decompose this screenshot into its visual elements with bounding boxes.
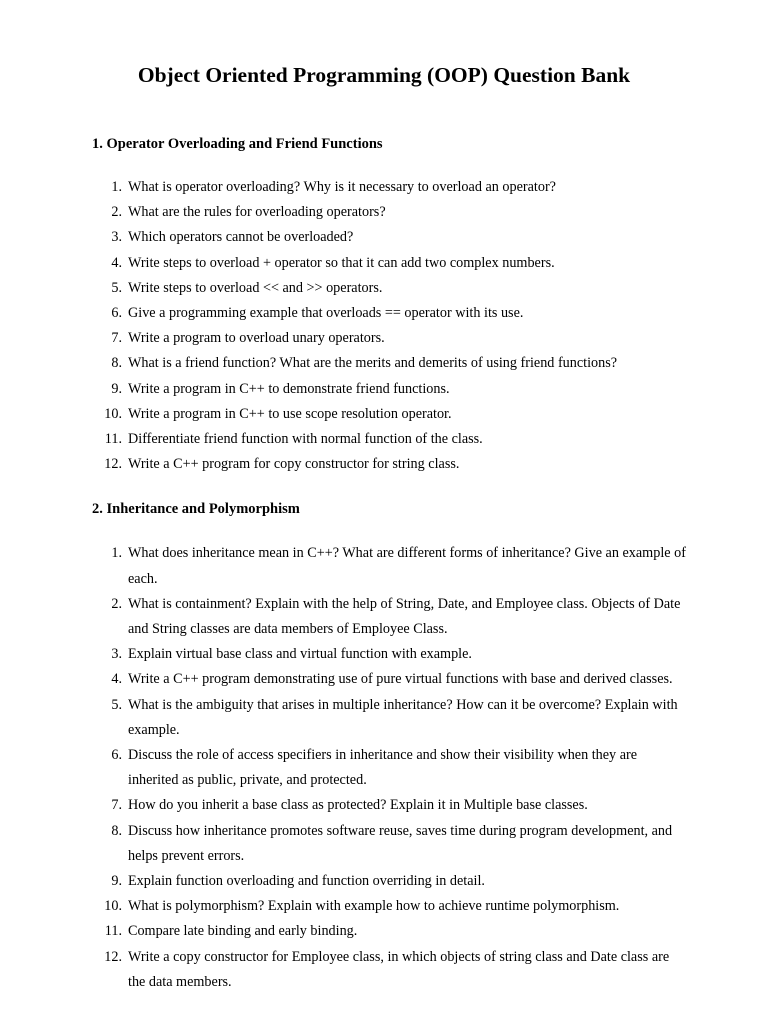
question-number: 10.	[104, 405, 122, 422]
question-item	[92, 402, 688, 427]
question-text: Write a C++ program for copy constructor for string class.	[128, 456, 460, 473]
question-text: Write a C++ program demonstrating use of pure virtual functions with base and derived classes.	[128, 671, 673, 688]
document-title: Object Oriented Programming (OOP) Question Bank	[137, 63, 631, 87]
question-number: 4.	[111, 254, 122, 271]
question-number: 7.	[111, 797, 122, 814]
section-heading: 1. Operator Overloading and Friend Functions	[92, 136, 383, 152]
question-text: What is the ambiguity that arises in multiple inheritance? How can it be overcome? Explain with example.	[128, 696, 678, 738]
question-text: How do you inherit a base class as protected? Explain it in Multiple base classes.	[128, 797, 588, 814]
question-text: What are the rules for overloading operators?	[128, 204, 386, 221]
question-number: 3.	[111, 229, 122, 246]
question-number: 5.	[111, 696, 122, 713]
question-item	[92, 225, 688, 250]
question-text: Give a programming example that overloads == operator with its use.	[128, 305, 524, 322]
section-inheritance-polymorphism	[92, 499, 688, 995]
question-number: 1.	[111, 545, 122, 562]
question-number: 5.	[111, 279, 122, 296]
question-text: Write a program in C++ to demonstrate friend functions.	[128, 380, 450, 397]
question-item	[92, 793, 688, 818]
question-text: Write steps to overload << and >> operators.	[128, 279, 383, 296]
question-text: What is polymorphism? Explain with example how to achieve runtime polymorphism.	[128, 898, 620, 915]
question-item	[92, 743, 688, 793]
question-text: Explain function overloading and function overriding in detail.	[128, 873, 485, 890]
question-item	[92, 894, 688, 919]
question-item	[92, 869, 688, 894]
question-text: Discuss how inheritance promotes software reuse, saves time during program development, and helps prevent errors.	[128, 822, 673, 864]
question-item	[92, 377, 688, 402]
question-item	[92, 326, 688, 351]
question-text: Differentiate friend function with normal function of the class.	[128, 431, 483, 448]
question-number: 1.	[111, 179, 122, 195]
question-text: Write steps to overload + operator so that it can add two complex numbers.	[128, 254, 555, 271]
question-item	[92, 919, 688, 944]
section-heading: 2. Inheritance and Polymorphism	[92, 501, 300, 518]
question-number: 3.	[111, 646, 122, 663]
question-number: 2.	[111, 204, 122, 221]
question-item	[92, 276, 688, 301]
question-text: Explain virtual base class and virtual function with example.	[128, 646, 472, 663]
question-item	[92, 200, 688, 225]
question-number: 2.	[111, 595, 122, 612]
section-operator-overloading	[92, 134, 688, 477]
question-number: 4.	[111, 671, 122, 688]
question-list	[92, 175, 688, 477]
question-number: 6.	[111, 305, 122, 322]
question-number: 11.	[104, 431, 122, 448]
question-item	[92, 642, 688, 667]
question-item	[92, 667, 688, 692]
question-item	[92, 251, 688, 276]
question-list	[92, 541, 688, 995]
question-text: Write a program to overload unary operators.	[128, 330, 385, 347]
question-item	[92, 351, 688, 376]
question-item	[92, 592, 688, 642]
question-item	[92, 819, 688, 869]
question-item	[92, 452, 688, 477]
question-item	[92, 541, 688, 591]
question-number: 8.	[111, 822, 122, 839]
question-number: 9.	[111, 873, 122, 890]
question-text: Write a program in C++ to use scope resolution operator.	[128, 405, 452, 422]
question-text: What is operator overloading? Why is it necessary to overload an operator?	[128, 179, 556, 195]
question-number: 8.	[111, 355, 122, 372]
question-number: 9.	[111, 380, 122, 397]
question-text: Discuss the role of access specifiers in inheritance and show their visibility when they are inherited as public, private, and protected.	[128, 747, 638, 789]
question-number: 12.	[104, 948, 122, 965]
question-text: What is containment? Explain with the help of String, Date, and Employee class. Objects of Date and String classes are data members of Employee Class.	[128, 595, 681, 638]
question-item	[92, 427, 688, 452]
question-text: Which operators cannot be overloaded?	[128, 229, 354, 246]
question-text: What is a friend function? What are the merits and demerits of using friend functions?	[128, 355, 618, 372]
question-item	[92, 945, 688, 995]
question-number: 11.	[104, 923, 122, 940]
question-text: What does inheritance mean in C++? What are different forms of inheritance? Give an example of each.	[128, 545, 686, 587]
question-item	[92, 301, 688, 326]
question-item	[92, 175, 688, 200]
question-text: Compare late binding and early binding.	[128, 923, 358, 940]
question-item	[92, 693, 688, 743]
question-number: 7.	[111, 330, 122, 347]
question-number: 12.	[104, 456, 122, 473]
question-text: Write a copy constructor for Employee class, in which objects of string class and Date class are the data members.	[128, 948, 670, 990]
question-number: 6.	[111, 747, 122, 764]
question-number: 10.	[104, 898, 122, 915]
